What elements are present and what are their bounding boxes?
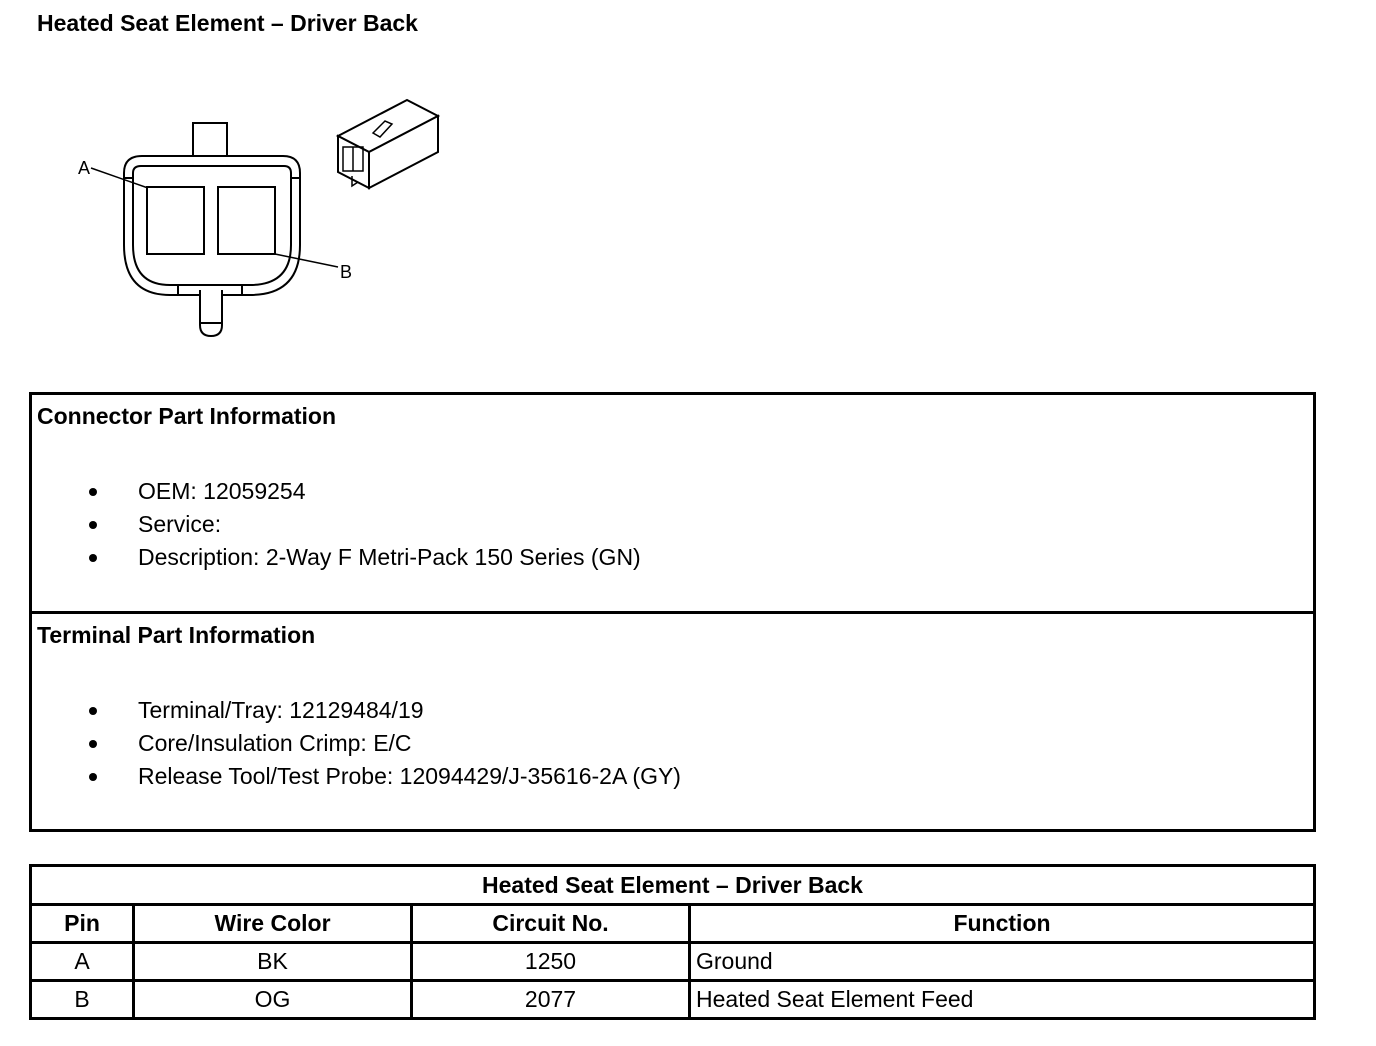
connector-info-title: Connector Part Information <box>37 403 337 429</box>
connector-bottom-latch <box>200 290 222 336</box>
bullet-icon <box>89 773 97 781</box>
bullet-icon <box>89 740 97 748</box>
bullet-icon <box>89 521 97 529</box>
cell-circuit-no: 2077 <box>412 981 690 1019</box>
pin-table-caption: Heated Seat Element – Driver Back <box>31 866 1315 905</box>
terminal-info-list <box>32 694 681 793</box>
part-info-box <box>29 392 1316 832</box>
connector-top-tab <box>193 123 227 158</box>
list-item: Core/Insulation Crimp: E/C <box>32 727 681 760</box>
list-item: Description: 2-Way F Metri-Pack 150 Series (GN) <box>32 541 641 574</box>
bullet-icon <box>89 707 97 715</box>
pin-table-header-row <box>31 905 1315 943</box>
cell-wire-color: BK <box>134 943 412 981</box>
pin-table <box>29 864 1316 1020</box>
cell-pin: A <box>31 943 134 981</box>
cell-function: Ground <box>690 943 1315 981</box>
bullet-icon <box>89 554 97 562</box>
connector-3d-icon <box>338 100 438 188</box>
header-circuit-no: Circuit No. <box>412 905 690 943</box>
table-row <box>31 943 1315 981</box>
connector-part-info <box>32 395 1313 614</box>
page-title: Heated Seat Element – Driver Back <box>37 10 418 36</box>
list-item: Release Tool/Test Probe: 12094429/J-35616-2A (GY) <box>32 760 681 793</box>
header-wire-color: Wire Color <box>134 905 412 943</box>
cell-wire-color: OG <box>134 981 412 1019</box>
connector-body-outer <box>124 156 300 295</box>
list-item: Service: <box>32 508 641 541</box>
connector-info-list <box>32 475 641 574</box>
cell-pin: B <box>31 981 134 1019</box>
pin-label-b: B <box>340 262 353 282</box>
cell-function: Heated Seat Element Feed <box>690 981 1315 1019</box>
terminal-part-info <box>32 614 1313 829</box>
header-pin: Pin <box>31 905 134 943</box>
table-row <box>31 981 1315 1019</box>
pin-label-a: A <box>78 158 91 178</box>
list-item: OEM: 12059254 <box>32 475 641 508</box>
terminal-info-title: Terminal Part Information <box>37 622 316 648</box>
bullet-icon <box>89 488 97 496</box>
cell-circuit-no: 1250 <box>412 943 690 981</box>
list-item: Terminal/Tray: 12129484/19 <box>32 694 681 727</box>
connector-diagram <box>0 0 460 345</box>
header-function: Function <box>690 905 1315 943</box>
